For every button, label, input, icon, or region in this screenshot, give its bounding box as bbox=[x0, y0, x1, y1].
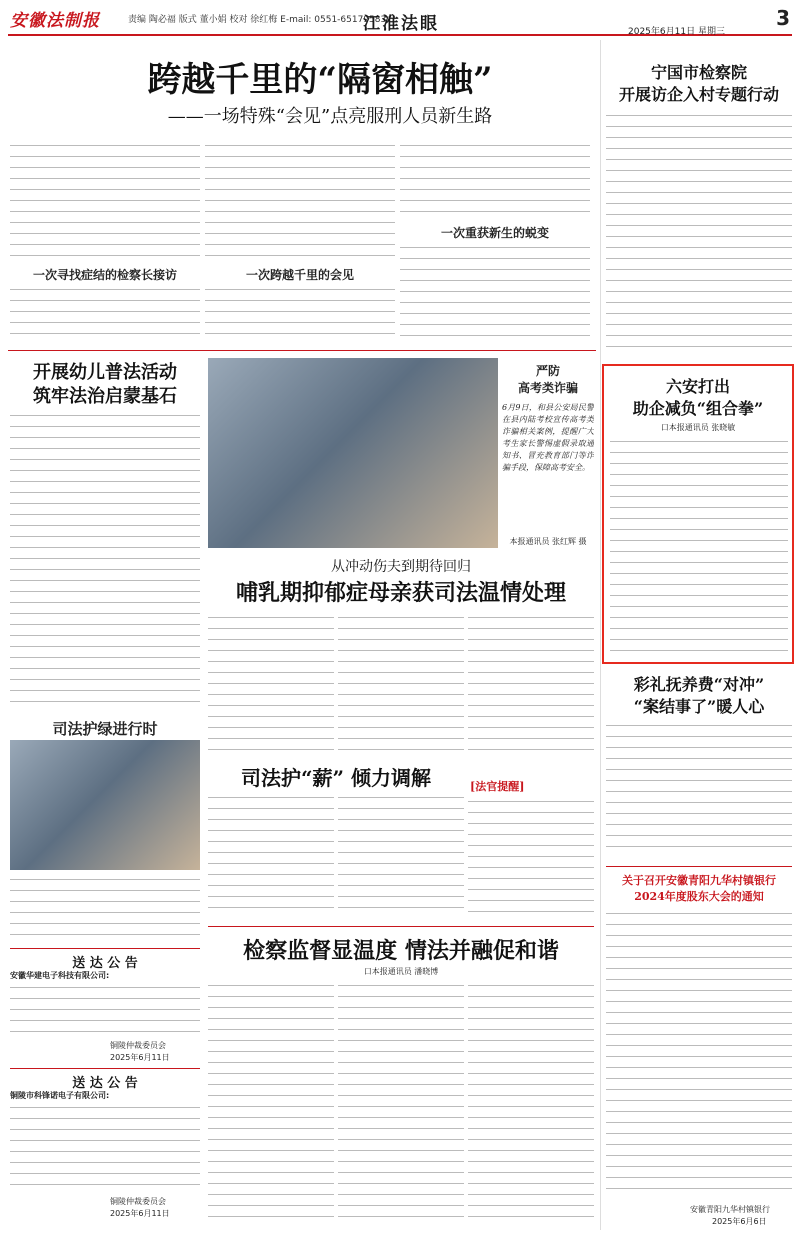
page-number: 3 bbox=[776, 6, 790, 30]
story3-body-col3 bbox=[468, 612, 594, 757]
story2-body bbox=[10, 410, 200, 710]
photo-green-justice bbox=[10, 740, 200, 870]
photo-caption-block bbox=[502, 362, 594, 547]
notice1-body bbox=[10, 982, 200, 1037]
meeting-body bbox=[606, 908, 792, 1198]
story3-title: 哺乳期抑郁症母亲获司法温情处理 bbox=[235, 580, 566, 606]
story5-body-col3 bbox=[468, 980, 594, 1230]
notice2-body bbox=[10, 1102, 200, 1190]
lead-body-col1b bbox=[10, 284, 200, 346]
story5-byline: 口本报通讯员 潘晓博 bbox=[363, 967, 439, 976]
meeting-date: 2025年6月6日 bbox=[712, 1217, 767, 1226]
notice1-divider bbox=[10, 948, 200, 949]
right-story-title-line2: “案结事了”暖人心 bbox=[633, 697, 765, 716]
right-top-title-line2: 开展访企入村专题行动 bbox=[618, 85, 779, 104]
notice2-divider bbox=[10, 1068, 200, 1069]
story4-title: 司法护“薪” 倾力调解 bbox=[241, 766, 431, 790]
box-body bbox=[610, 436, 788, 658]
meeting-title-line2: 2024年度股东大会的通知 bbox=[634, 890, 764, 903]
newspaper-logo: 安徽法制报 bbox=[10, 11, 100, 31]
right-top-body bbox=[606, 110, 792, 355]
notice2-date: 2025年6月11日 bbox=[110, 1209, 170, 1218]
law-box-title: [法官提醒] bbox=[470, 780, 525, 793]
story5-title: 检察监督显温度 情法并融促和谐 bbox=[243, 938, 559, 964]
notice1-signer: 铜陵仲裁委员会 bbox=[110, 1041, 166, 1050]
lead-body-col2b bbox=[205, 284, 395, 346]
caption-text: 6月9日，和县公安局民警在县内陆考校宣传高考类诈骗相关案例，提醒广大考生家长警惕虚假录取通知书、冒充教育部门等诈骗手段，保障高考安全。 bbox=[502, 403, 594, 472]
notice2-signer: 铜陵仲裁委员会 bbox=[110, 1197, 166, 1206]
masthead bbox=[8, 6, 792, 36]
lead-body-col3 bbox=[400, 140, 590, 218]
story5-divider bbox=[208, 926, 594, 927]
story4-body-col2 bbox=[338, 792, 464, 922]
caption-credit: 本报通讯员 张红辉 摄 bbox=[509, 537, 587, 546]
notice2-addressee: 铜陵市科锋诺电子有限公司: bbox=[10, 1091, 110, 1100]
staff-credits: 责编 陶必福 版式 董小娟 校对 徐红梅 E-mail: 0551-65179583 bbox=[128, 15, 387, 25]
notice1-addressee: 安徽华建电子科技有限公司: bbox=[10, 971, 110, 980]
lead-subtitle: ——一场特殊“会见”点亮服刑人员新生路 bbox=[167, 106, 493, 127]
story5-body-col2 bbox=[338, 980, 464, 1230]
law-box-body bbox=[468, 796, 594, 922]
lead-subhead-2: 一次跨越千里的会见 bbox=[245, 268, 354, 282]
box-title-line2: 助企减负“组合拳” bbox=[632, 399, 764, 418]
lead-body-col2 bbox=[205, 140, 395, 265]
lead-title: 跨越千里的“隔窗相触” bbox=[147, 60, 493, 100]
story2-title-line2: 筑牢法治启蒙基石 bbox=[33, 386, 177, 407]
left-subhead: 司法护绿进行时 bbox=[52, 720, 158, 738]
lead-subhead-3: 一次重获新生的蜕变 bbox=[440, 226, 549, 240]
column-divider bbox=[600, 40, 601, 1230]
right-top-title-line1: 宁国市检察院 bbox=[650, 63, 747, 82]
lead-subhead-1: 一次寻找症结的检察长接访 bbox=[32, 268, 177, 282]
right-story-title-line1: 彩礼抚养费“对冲” bbox=[633, 675, 765, 694]
lead-body-col3b bbox=[400, 242, 590, 346]
issue-date: 2025年6月11日 星期三 bbox=[628, 27, 725, 37]
meeting-divider bbox=[606, 866, 792, 867]
story2-title-line1: 开展幼儿普法活动 bbox=[33, 362, 177, 383]
notice1-date: 2025年6月11日 bbox=[110, 1053, 170, 1062]
story3-kicker: 从冲动伤夫到期待回归 bbox=[331, 559, 471, 575]
story5-body-col1 bbox=[208, 980, 334, 1230]
story4-body-col1 bbox=[208, 792, 334, 922]
caption-title2: 高考类诈骗 bbox=[517, 381, 578, 395]
lead-body-col1 bbox=[10, 140, 200, 265]
caption-title: 严防 bbox=[535, 364, 560, 378]
left-photo-caption bbox=[10, 874, 200, 944]
meeting-title-line1: 关于召开安徽青阳九华村镇银行 bbox=[622, 874, 776, 887]
section-title: 江淮法眼 bbox=[363, 14, 439, 34]
notice2-title: 送 达 公 告 bbox=[72, 1076, 138, 1091]
box-byline: 口本报通讯员 张晓敏 bbox=[660, 423, 736, 432]
story3-body-col1 bbox=[208, 612, 334, 757]
notice1-title: 送 达 公 告 bbox=[72, 956, 138, 971]
story3-body-col2 bbox=[338, 612, 464, 757]
right-story-body bbox=[606, 720, 792, 860]
meeting-signer: 安徽青阳九华村镇银行 bbox=[690, 1205, 770, 1214]
photo-police-outreach bbox=[208, 358, 498, 548]
section-divider bbox=[8, 350, 596, 351]
box-title-line1: 六安打出 bbox=[665, 377, 730, 396]
